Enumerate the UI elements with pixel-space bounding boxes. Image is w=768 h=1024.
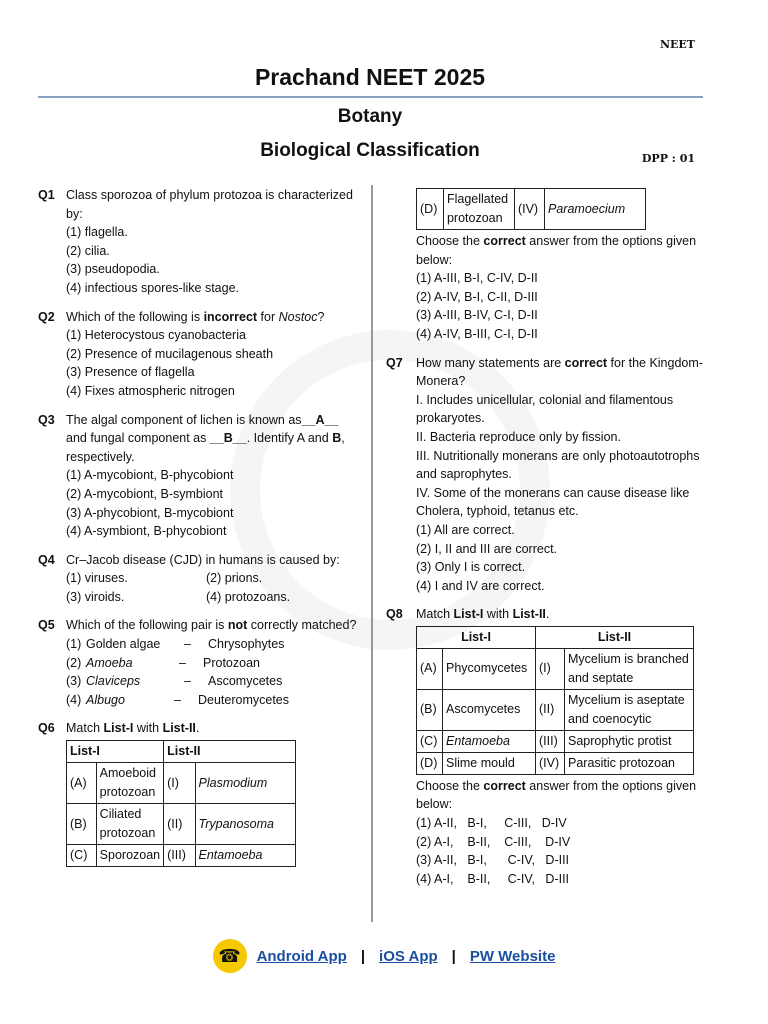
question-2 xyxy=(38,308,358,401)
separator: | xyxy=(360,947,366,965)
question-number: Q5 xyxy=(38,618,55,633)
option-1: (1) A-mycobiont, B-phycobiont xyxy=(66,468,234,483)
question-number: Q4 xyxy=(38,552,55,567)
option-3: (3) A-II, B-I, C-IV, D-III xyxy=(416,853,570,868)
question-number: Q7 xyxy=(386,355,403,370)
table-row: (D) Flagellated protozoan (IV) Paramoecium xyxy=(417,189,646,230)
table-row: (C) Entamoeba (III) Saprophytic protist xyxy=(417,730,694,752)
option-1: (1) A-III, B-I, C-IV, D-II xyxy=(416,271,538,286)
question-3 xyxy=(38,411,358,541)
match-table-continued xyxy=(416,188,646,230)
instruction: Choose the correct answer from the options given below: xyxy=(416,778,697,812)
statement-1: I. Includes unicellular, colonial and filamentous prokaryotes. xyxy=(416,392,674,426)
table-row: (B) Ciliated protozoan (II) Trypanosoma xyxy=(67,804,296,845)
question-4 xyxy=(38,551,358,607)
subject-heading: Botany xyxy=(337,106,403,127)
statement-4: IV. Some of the monerans can cause disease like Cholera, typhoid, tetanus etc. xyxy=(416,485,690,519)
page-title: Prachand NEET 2025 xyxy=(254,64,486,90)
option-2: (2) A-IV, B-I, C-II, D-III xyxy=(416,289,538,304)
question-number: Q2 xyxy=(38,309,55,324)
option-2: (2) A-mycobiont, B-symbiont xyxy=(66,486,223,501)
left-column xyxy=(38,186,358,869)
match-table xyxy=(416,626,694,775)
option-1: (1) flagella. xyxy=(66,225,128,240)
customer-service-logo-icon: ☎ xyxy=(213,939,247,973)
option-3: (3) Only I is correct. xyxy=(416,560,526,575)
table-header: List-II xyxy=(164,741,296,763)
dpp-label: DPP : 01 xyxy=(641,152,695,165)
pair-row: (3) Claviceps – Ascomycetes xyxy=(66,674,283,689)
pair-row: (2) Amoeba – Protozoan xyxy=(66,655,260,670)
column-divider xyxy=(371,185,373,922)
table-header: List-I xyxy=(67,741,164,763)
option-3: (3) Presence of flagella xyxy=(66,365,195,380)
option-1: (1) All are correct. xyxy=(416,522,515,537)
option-3: (3) A-III, B-IV, C-I, D-II xyxy=(416,308,538,323)
statement-3: III. Nutritionally monerans are only photoautotrophs and saprophytes. xyxy=(416,448,700,482)
question-5 xyxy=(38,616,358,709)
table-row: (B) Ascomycetes (II) Mycelium is aseptate and coenocytic xyxy=(417,689,694,730)
option-4: (4) A-IV, B-III, C-I, D-II xyxy=(416,326,538,341)
options-grid xyxy=(66,569,358,606)
option-4: (4) protozoans. xyxy=(206,589,291,604)
instruction: Choose the correct answer from the options given below: xyxy=(416,234,697,267)
pair-row: (4) Albugo – Deuteromycetes xyxy=(66,692,290,707)
question-text: Which of the following is incorrect for Nostoc? xyxy=(66,309,325,324)
chapter-heading: Biological Classification xyxy=(260,140,480,161)
table-row: (A) Amoeboid protozoan (I) Plasmodium xyxy=(67,763,296,804)
question-number: Q8 xyxy=(386,607,403,622)
option-2: (2) cilia. xyxy=(66,243,110,258)
question-1 xyxy=(38,186,358,298)
option-2: (2) prions. xyxy=(206,571,263,586)
option-2: (2) A-I, B-II, C-III, D-IV xyxy=(416,834,571,849)
table-header: List-II xyxy=(536,626,694,648)
android-app-link[interactable]: Android App xyxy=(256,947,347,965)
question-6 xyxy=(38,719,358,867)
question-text: Match List-I with List-II. xyxy=(416,607,550,622)
option-4: (4) A-I, B-II, C-IV, D-III xyxy=(416,871,570,886)
option-3: (3) pseudopodia. xyxy=(66,262,160,277)
question-text: Which of the following pair is not correctly matched? xyxy=(66,618,357,633)
pair-row: (1) Golden algae – Chrysophytes xyxy=(66,637,285,652)
option-4: (4) Fixes atmospheric nitrogen xyxy=(66,383,235,398)
separator: | xyxy=(451,947,456,965)
table-row: (C) Sporozoan (III) Entamoeba xyxy=(67,845,296,867)
header-rule xyxy=(38,96,703,98)
question-text: Match List-I with List-II. xyxy=(66,721,200,736)
question-7 xyxy=(386,354,706,596)
option-1: (1) A-II, B-I, C-III, D-IV xyxy=(416,816,567,831)
table-header: List-I xyxy=(417,626,536,648)
footer xyxy=(0,938,768,974)
option-4: (4) infectious spores-like stage. xyxy=(66,280,239,295)
option-1: (1) viruses. xyxy=(66,571,128,586)
question-6-continued xyxy=(386,188,706,344)
right-column xyxy=(386,186,706,898)
question-text: Class sporozoa of phylum protozoa is characterized by: xyxy=(66,188,353,221)
table-row: (D) Slime mould (IV) Parasitic protozoan xyxy=(417,752,694,774)
question-text: Cr–Jacob disease (CJD) in humans is caused by: xyxy=(66,552,340,567)
option-2: (2) I, II and III are correct. xyxy=(416,541,558,556)
exam-tag: NEET xyxy=(659,38,695,51)
question-number: Q3 xyxy=(38,412,55,427)
question-text: The algal component of lichen is known as__A__ and fungal component as __B__. Identify A and B, respectively. xyxy=(66,412,345,464)
ios-app-link[interactable]: iOS App xyxy=(379,947,438,965)
question-8 xyxy=(386,605,706,888)
option-2: (2) Presence of mucilagenous sheath xyxy=(66,346,274,361)
option-3: (3) viroids. xyxy=(66,589,125,604)
match-table xyxy=(66,740,296,867)
option-1: (1) Heterocystous cyanobacteria xyxy=(66,328,246,343)
match-pairs xyxy=(66,635,358,709)
option-4: (4) I and IV are correct. xyxy=(416,578,545,593)
pw-website-link[interactable]: PW Website xyxy=(469,947,556,965)
statement-2: II. Bacteria reproduce only by fission. xyxy=(416,429,621,444)
question-number: Q6 xyxy=(38,721,55,736)
table-row: (A) Phycomycetes (I) Mycelium is branched and septate xyxy=(417,648,694,689)
option-3: (3) A-phycobiont, B-mycobiont xyxy=(66,505,234,520)
option-4: (4) A-symbiont, B-phycobiont xyxy=(66,524,227,539)
question-text: How many statements are correct for the Kingdom-Monera? xyxy=(416,355,703,389)
question-number: Q1 xyxy=(38,188,55,202)
